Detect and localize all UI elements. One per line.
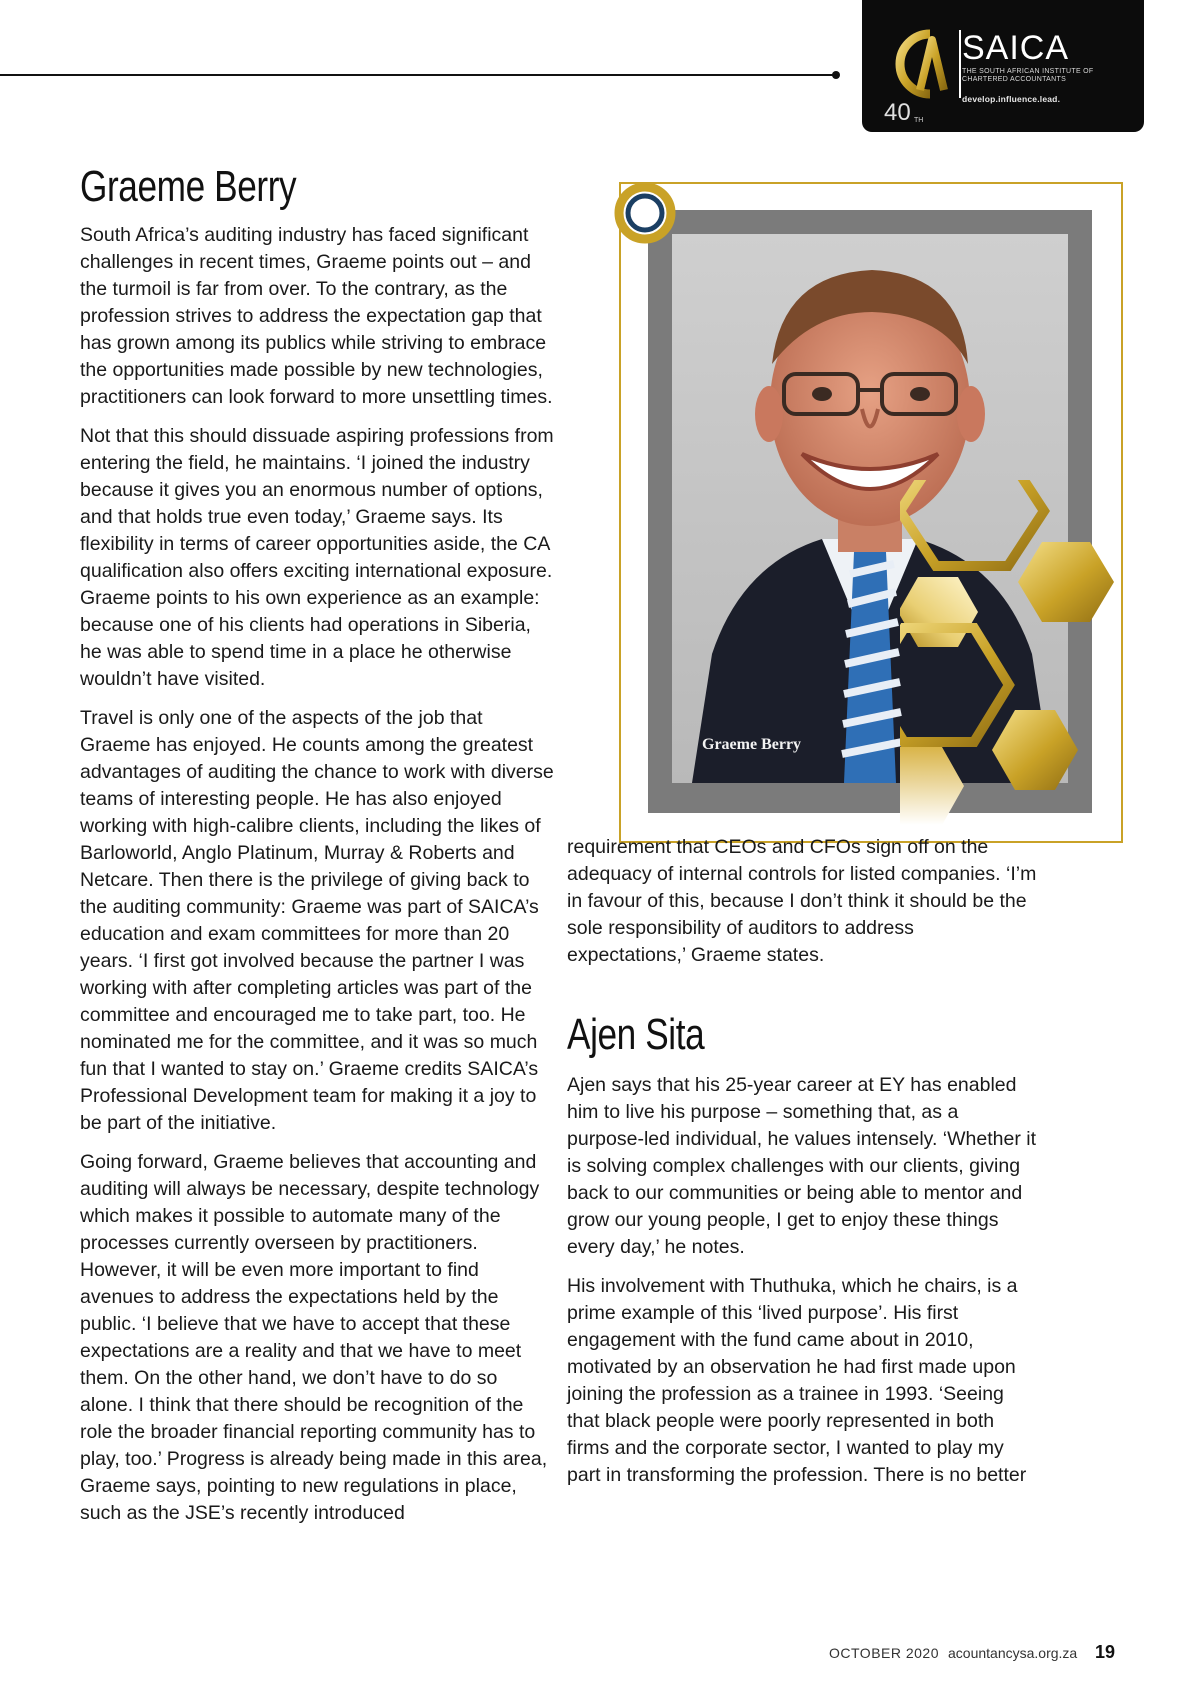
paragraph: Going forward, Graeme believes that accounting and auditing will always be necessary, despite technology which makes it possible to automate many of the processes currently overseen by practitioners. However, it will be even more important to find avenues to address the expectations held by the public. ‘I believe that we have to accept that these expectations are a reality and that we have to meet them. On the other hand, we don’t have to do so alone. I think that there should be recognition of the role the broader financial reporting community has to play, too.’ Progress is already being made in this area, Graeme says, pointing to new regulations in place, such as the JSE’s recently introduced: [80, 1151, 548, 1524]
brand-name: SAICA: [962, 29, 1070, 67]
left-column: [80, 222, 555, 1539]
anniversary-number: 40: [884, 99, 911, 124]
paragraph: Travel is only one of the aspects of the job that Graeme has enjoyed. He counts among the greatest advantages of auditing the chance to work with diverse teams of interesting people. He has also enjoyed working with high-calibre clients, including the likes of Barloworld, Anglo Platinum, Murray & Roberts and Netcare. Then there is the privilege of giving back to the auditing community: Graeme was part of SAICA’s education and exam committees for more than 20 years. ‘I first got involved because the partner I was working with after completing articles was part of the committee and encouraged me to take part, too. He nominated me for the committee, and it was so much fun that I wanted to stay on.’ Graeme credits SAICA’s Professional Development team for making it a joy to be part of the initiative.: [80, 707, 554, 1134]
paragraph: Ajen says that his 25-year career at EY has enabled him to live his purpose – something that, as a purpose-led individual, he values intensely. ‘Whether it is solving complex challenges with our clients, giving back to our communities or being able to mentor and grow our young people, I get to enjoy these things every day,’ he notes.: [567, 1074, 1036, 1258]
saica-badge: [862, 0, 1144, 132]
header-rule: [0, 74, 835, 76]
header-rule-dot: [832, 71, 840, 79]
anniversary-suffix: TH: [914, 117, 924, 124]
paragraph: His involvement with Thuthuka, which he chairs, is a prime example of this ‘lived purpose’. His first engagement with the fund came about in 2010, motivated by an observation he had first made upon joining the profession as a trainee in 1993. ‘Seeing that black people were poorly represented in both firms and the corporate sector, I wanted to play my part in transforming the profession. There is no better: [567, 1275, 1027, 1486]
article-heading-ajen-sita: Ajen Sita: [567, 1010, 705, 1059]
decorative-ring-icon: [612, 180, 678, 246]
brand-full-name: THE SOUTH AFRICAN INSTITUTE OF CHARTERED ACCOUNTANTS: [962, 68, 1094, 83]
right-column: [567, 1072, 1037, 1501]
footer-month: OCTOBER 2020: [829, 1645, 940, 1661]
page-number: 19: [1095, 1642, 1116, 1662]
brand-tagline: develop.influence.lead.: [962, 94, 1061, 104]
paragraph: Not that this should dissuade aspiring professions from entering the field, he maintains. ‘I joined the industry because it gives you an enormous number of options, and that holds true even today,’ Graeme says. Its flexibility in terms of career opportunities aside, the CA qualification also offers exciting international exposure. Graeme points to his own experience as an example: because one of his clients had operations in Siberia, he was able to spend time in a place he otherwise wouldn’t have visited.: [80, 425, 554, 690]
paragraph: requirement that CEOs and CFOs sign off on the adequacy of internal controls for listed companies. ‘I’m in favour of this, because I don’t think it should be the sole responsibility of auditors to address expectations,’ Graeme states.: [567, 836, 1037, 966]
photo-caption: Graeme Berry: [702, 736, 802, 753]
footer-website: acountancysa.org.za: [948, 1645, 1078, 1661]
article-heading-graeme-berry: Graeme Berry: [80, 162, 297, 211]
paragraph: South Africa’s auditing industry has faced significant challenges in recent times, Graeme points out – and the turmoil is far from over. To the contrary, as the profession strives to address the expectation gap that has grown among its publics while striving to embrace the opportunities made possible by new technologies, practitioners can look forward to more unsettling times.: [80, 224, 553, 408]
right-column-continuation: [567, 834, 1037, 981]
